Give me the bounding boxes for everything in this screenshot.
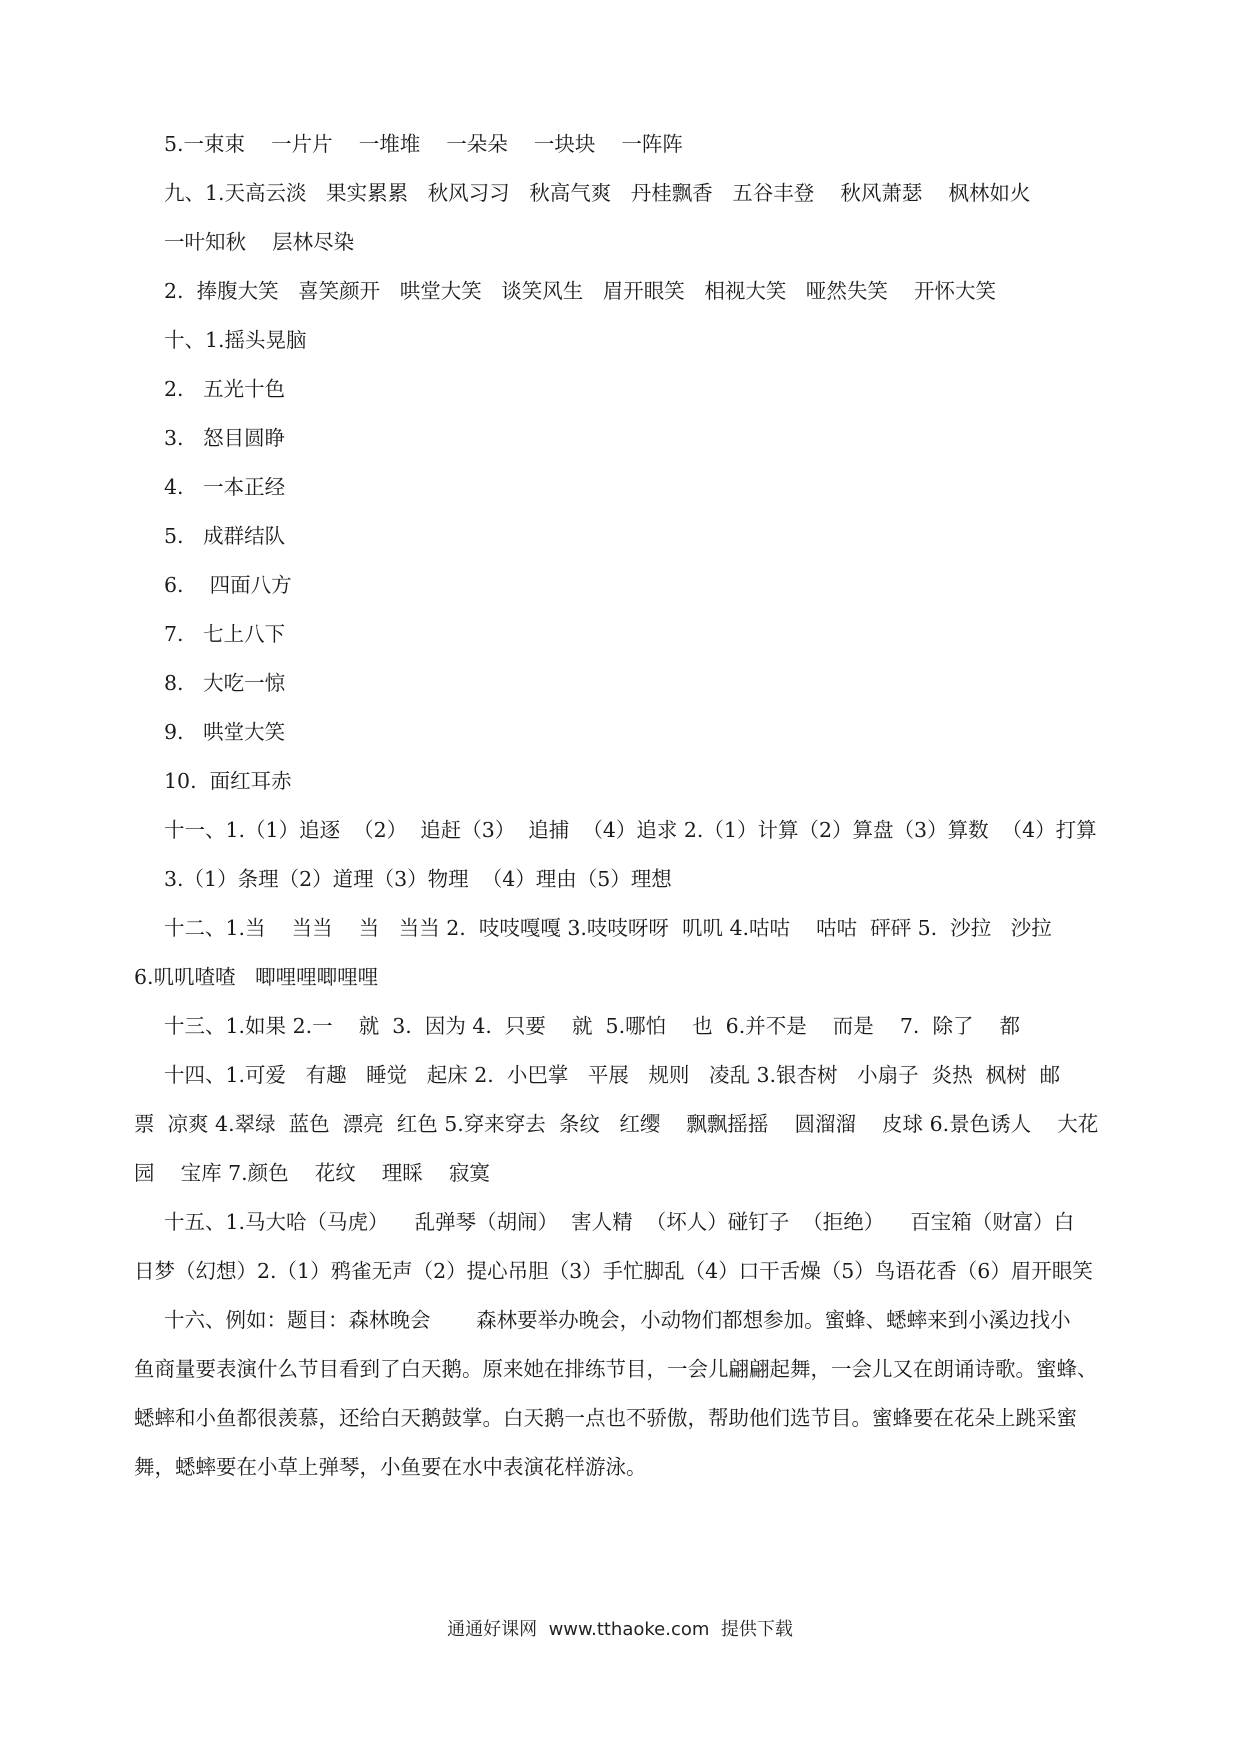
answer-line: 8. 大吃一惊: [164, 671, 286, 695]
answer-line: 九、1.天高云淡 果实累累 秋风习习 秋高气爽 丹桂飘香 五谷丰登 秋风萧瑟 枫林如火: [164, 181, 1031, 205]
answer-line: 十三、1.如果 2.一 就 3. 因为 4. 只要 就 5.哪怕 也 6.并不是 而是 7. 除了 都: [164, 1014, 1021, 1038]
answer-line: 票 凉爽 4.翠绿 蓝色 漂亮 红色 5.穿来穿去 条纹 红缨 飘飘摇摇 圆溜溜 皮球 6.景色诱人 大花: [134, 1112, 1099, 1136]
answer-line: 十四、1.可爱 有趣 睡觉 起床 2. 小巴掌 平展 规则 凌乱 3.银杏树 小扇子 炎热 枫树 邮: [164, 1063, 1061, 1087]
answer-line: 十、1.摇头晃脑: [164, 328, 307, 352]
answer-line: 5.一束束 一片片 一堆堆 一朵朵 一块块 一阵阵: [164, 132, 683, 156]
answer-line: 蟋蟀和小鱼都很羡慕，还给白天鹅鼓掌。白天鹅一点也不骄傲，帮助他们选节目。蜜蜂要在花朵上跳采蜜: [134, 1406, 1077, 1430]
answer-line: 10. 面红耳赤: [164, 769, 292, 793]
answer-line: 3. 怒目圆睁: [164, 426, 286, 450]
answer-line: 6.叽叽喳喳 唧哩哩唧哩哩: [134, 965, 379, 989]
answer-line: 十五、1.马大哈（马虎） 乱弹琴（胡闹） 害人精 （坏人）碰钉子 （拒绝） 百宝箱（财富）白: [164, 1210, 1075, 1234]
answer-line: 十六、例如：题目：森林晚会 森林要举办晚会，小动物们都想参加。蜜蜂、蟋蟀来到小溪边找小: [164, 1308, 1071, 1332]
answer-line: 9. 哄堂大笑: [164, 720, 286, 744]
answer-line: 舞，蟋蟀要在小草上弹琴，小鱼要在水中表演花样游泳。: [134, 1455, 647, 1479]
answer-line: 十一、1.（1）追逐 （2） 追赶（3） 追捕 （4）追求 2.（1）计算（2）算盘（3）算数 （4）打算: [164, 818, 1097, 842]
answer-line: 2. 捧腹大笑 喜笑颜开 哄堂大笑 谈笑风生 眉开眼笑 相视大笑 哑然失笑 开怀大笑: [164, 279, 996, 303]
answer-content: [134, 120, 1129, 1492]
footer-download-credit: 通通好课网 www.tthaoke.com 提供下载: [447, 1619, 793, 1640]
answer-line: 4. 一本正经: [164, 475, 286, 499]
answer-line: 日梦（幻想）2.（1）鸦雀无声（2）提心吊胆（3）手忙脚乱（4）口干舌燥（5）鸟语花香（6）眉开眼笑: [134, 1259, 1093, 1283]
answer-line: 5. 成群结队: [164, 524, 286, 548]
answer-line: 园 宝库 7.颜色 花纹 理睬 寂寞: [134, 1161, 490, 1185]
answer-line: 2. 五光十色: [164, 377, 286, 401]
answer-line: 鱼商量要表演什么节目看到了白天鹅。原来她在排练节目，一会儿翩翩起舞，一会儿又在朗诵诗歌。蜜蜂、: [134, 1357, 1098, 1381]
answer-line: 十二、1.当 当当 当 当当 2. 吱吱嘎嘎 3.吱吱呀呀 叽叽 4.咕咕 咕咕 砰砰 5. 沙拉 沙拉: [164, 916, 1052, 940]
answer-line: 7. 七上八下: [164, 622, 286, 646]
answer-line: 一叶知秋 层林尽染: [164, 230, 355, 254]
answer-line: 6. 四面八方: [164, 573, 292, 597]
answer-line: 3.（1）条理（2）道理（3）物理 （4）理由（5）理想: [164, 867, 672, 891]
